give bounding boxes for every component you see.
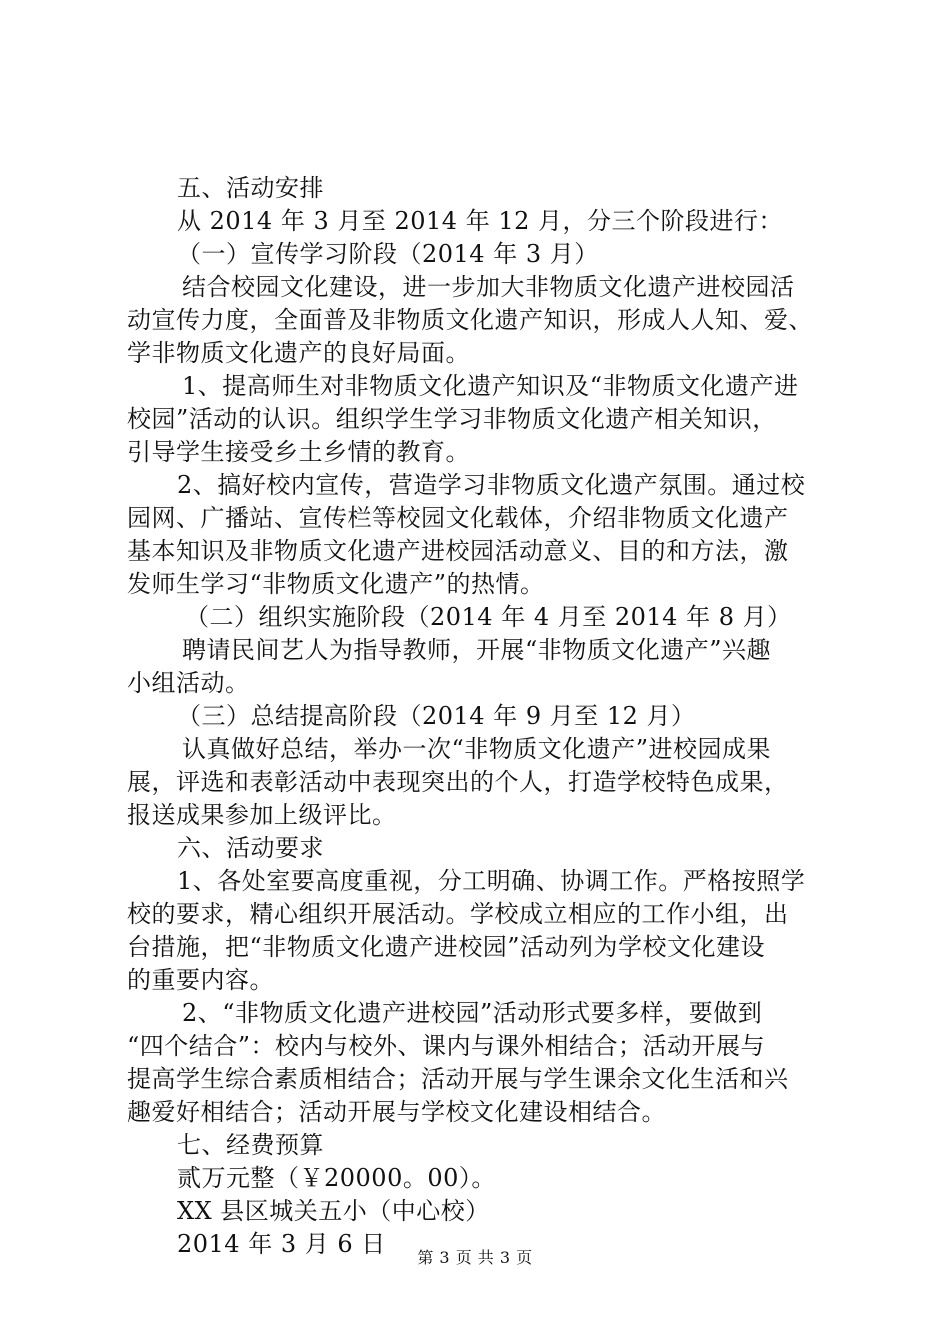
text-line: 2、“非物质文化遗产进校园”活动形式要多样，要做到 <box>182 999 763 1027</box>
text-line: 小组活动。 <box>127 669 250 697</box>
text-line: 1、各处室要高度重视，分工明确、协调工作。严格按照学 <box>177 867 806 895</box>
page-footer: 第 3 页 共 3 页 <box>417 1248 533 1267</box>
text-line: 基本知识及非物质文化遗产进校园活动意义、目的和方法，激 <box>127 537 789 565</box>
text-line: （三）总结提高阶段（2014 年 9 月至 12 月） <box>177 702 696 730</box>
document-body <box>127 172 853 1261</box>
text-line: 校园”活动的认识。组织学生学习非物质文化遗产相关知识， <box>127 405 777 433</box>
text-line: （一）宣传学习阶段（2014 年 3 月） <box>177 240 599 268</box>
text-line: 七、经费预算 <box>177 1131 324 1159</box>
text-line: 提高学生综合素质相结合；活动开展与学生课余文化生活和兴 <box>127 1065 789 1093</box>
text-line: XX 县区城关五小（中心校） <box>177 1197 490 1225</box>
text-line: 引导学生接受乡土乡情的教育。 <box>127 438 470 466</box>
text-line: 贰万元整（￥20000。00）。 <box>177 1164 496 1192</box>
text-line: 展，评选和表彰活动中表现突出的个人，打造学校特色成果， <box>127 768 789 796</box>
text-line: 1、提高师生对非物质文化遗产知识及“非物质文化遗产进 <box>182 372 799 400</box>
text-line: 结合校园文化建设，进一步加大非物质文化遗产进校园活 <box>182 273 795 301</box>
text-line: 六、活动要求 <box>177 834 324 862</box>
text-line: 从 2014 年 3 月至 2014 年 12 月，分三个阶段进行： <box>177 207 783 235</box>
text-line: 学非物质文化遗产的良好局面。 <box>127 339 470 367</box>
text-line: 园网、广播站、宣传栏等校园文化载体，介绍非物质文化遗产 <box>127 504 789 532</box>
text-line: 校的要求，精心组织开展活动。学校成立相应的工作小组，出 <box>127 900 789 928</box>
text-line: 趣爱好相结合；活动开展与学校文化建设相结合。 <box>127 1098 666 1126</box>
text-line: 的重要内容。 <box>127 966 274 994</box>
text-line: “四个结合”：校内与校外、课内与课外相结合；活动开展与 <box>127 1032 766 1060</box>
text-line: 五、活动安排 <box>177 174 324 202</box>
text-line: 2014 年 3 月 6 日 <box>177 1230 386 1258</box>
text-line: 报送成果参加上级评比。 <box>127 801 397 829</box>
text-line: 2、搞好校内宣传，营造学习非物质文化遗产氛围。通过校 <box>177 471 806 499</box>
text-line: 动宣传力度，全面普及非物质文化遗产知识，形成人人知、爱、 <box>127 306 813 334</box>
text-line: 聘请民间艺人为指导教师，开展“非物质文化遗产”兴趣 <box>182 636 772 664</box>
text-line: 认真做好总结，举办一次“非物质文化遗产”进校园成果 <box>182 735 772 763</box>
text-line: 发师生学习“非物质文化遗产”的热情。 <box>127 570 545 598</box>
text-line: （二）组织实施阶段（2014 年 4 月至 2014 年 8 月） <box>185 603 792 631</box>
text-line: 台措施，把“非物质文化遗产进校园”活动列为学校文化建设 <box>127 933 766 961</box>
